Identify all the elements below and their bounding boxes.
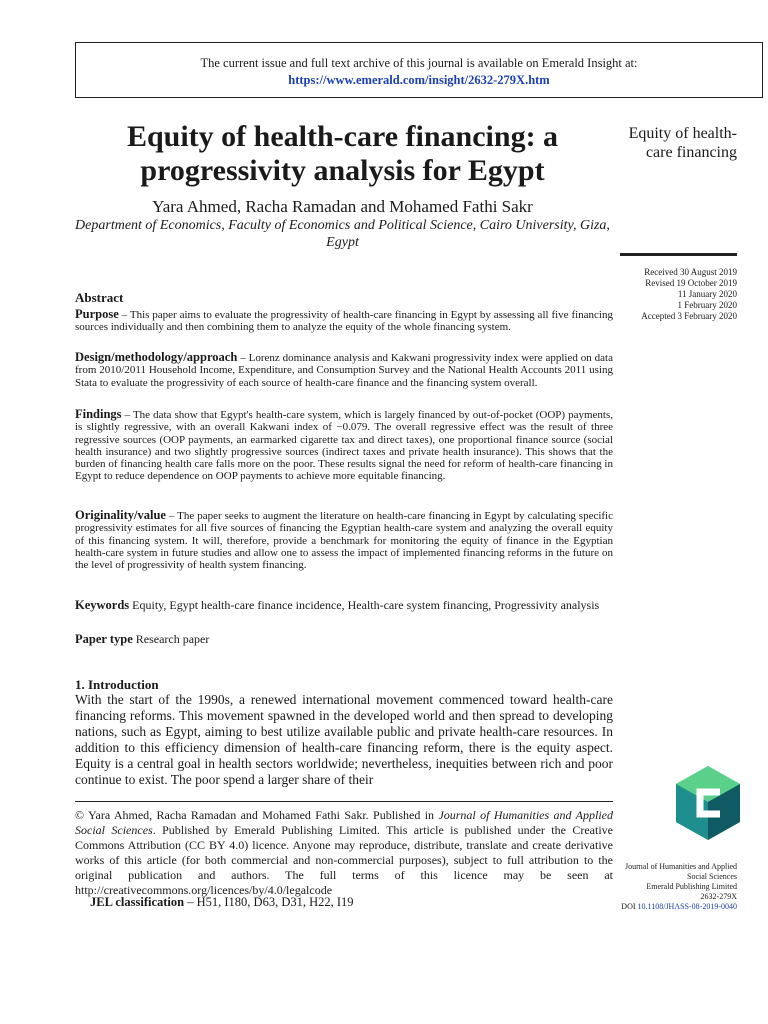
introduction-heading: 1. Introduction: [75, 677, 159, 692]
authors: [70, 197, 615, 217]
paper-type-label: Paper type: [75, 632, 133, 646]
abstract-keywords: [75, 598, 613, 612]
emerald-logo-icon: [676, 766, 740, 840]
article-dates: [620, 267, 737, 322]
abstract-design: [75, 351, 613, 389]
purpose-label: Purpose: [75, 307, 119, 321]
affiliation: Department of Economics, Faculty of Economics and Political Science, Cairo University, Giza, Egypt: [75, 218, 610, 250]
originality-text: – The paper seeks to augment the literature on health-care financing in Egypt by calculating specific progressivity estimates for all five sources of financing the Egyptian health-care system and analyzing the overall equity of this financing system. It will, therefore, provide a benchmark for monitoring the equity of finance in the Egyptian health-care system in future studies and allow one to assess the impact of implemented financing reforms in the future on the level of progressivity of health system financing.: [75, 510, 613, 572]
archive-notice-box: [75, 42, 763, 98]
author-names-2: Mohamed Fathi Sakr: [389, 197, 533, 216]
journal-name: Journal of Humanities and Applied Social Sciences: [625, 862, 737, 881]
paper-title: Equity of health-care financing: a progressivity analysis for Egypt: [126, 120, 559, 187]
doi-link[interactable]: 10.1108/JHASS-08-2019-0040: [637, 902, 737, 911]
abstract-heading: Abstract: [75, 290, 124, 305]
author-and: and: [360, 197, 386, 216]
jel-label: JEL classification: [90, 895, 185, 909]
originality-label: Originality/value: [75, 508, 166, 522]
running-title: Equity of health-care financing: [628, 125, 737, 161]
abstract-purpose: [75, 308, 613, 334]
archive-notice-text: The current issue and full text archive of this journal is available on Emerald Insight at:: [200, 56, 638, 70]
findings-label: Findings: [75, 407, 122, 421]
findings-text: – The data show that Egypt's health-care system, which is largely financed by out-of-pocket (OOP) payments, is slightly regressive, with an overall Kakwani index of −0.079. The overall regressive effect was the result of three regressive sources (OOP payments, an earmarked cigarette tax and direct taxes), one proportional finance source (social health insurance) and two slightly progressive sources (indirect taxes and private health insurance). This shows that the burden of financing health care falls more on the poor. These results signal the need for reform of health-care financing in Egypt to reduce dependence on OOP payments to achieve more equitable financing.: [75, 409, 613, 483]
archive-url-link[interactable]: https://www.emerald.com/insight/2632-279X.htm: [288, 73, 550, 87]
jel-codes: – H51, I180, D63, D31, H22, I19: [184, 895, 354, 909]
purpose-text: – This paper aims to evaluate the progressivity of health-care financing in Egypt by assessing all five financing sources individually and then combining them to analyze the equity of the whole financing system.: [75, 309, 613, 334]
jel-classification: [90, 895, 354, 910]
abstract-originality: [75, 509, 613, 571]
date-received: Received 30 August 2019: [644, 267, 737, 277]
paper-type-text: Research paper: [132, 632, 210, 646]
design-text: – Lorenz dominance analysis and Kakwani progressivity index were applied on data from 2010/2011 Household Income, Expenditure, and Consumption Survey and the National Health Accounts 2011 using Stata to evaluate the progressivity of each source of health-care finance and the financing system overall.: [75, 352, 613, 389]
author-names-1: Yara Ahmed, Racha Ramadan: [152, 197, 357, 216]
journal-issn: 2632-279X: [700, 892, 737, 901]
license-footnote: [75, 808, 613, 898]
journal-info: [610, 862, 737, 912]
footnote-part-1: © Yara Ahmed, Racha Ramadan and Mohamed Fathi Sakr. Published in: [75, 808, 439, 822]
footnote-divider: [75, 801, 613, 802]
date-revised-1: Revised 19 October 2019: [645, 278, 737, 288]
introduction-text: With the start of the 1990s, a renewed international movement commenced toward health-care financing reforms. This movement spawned in the developed world and then spread to developing nations, such as Egypt, aiming to best utilize available public and private health-care resources. In addition to this efficiency dimension of health-care financing reform, there is the equity aspect. Equity is a central goal in health sectors worldwide; nevertheless, inequities between rich and poor continue to exist. The poor spend a larger share of their: [75, 692, 613, 787]
abstract-findings: [75, 408, 613, 483]
abstract-paper-type: [75, 633, 613, 645]
date-revised-3: 1 February 2020: [677, 300, 737, 310]
keywords-text: Equity, Egypt health-care finance incidence, Health-care system financing, Progressivity analysis: [129, 598, 600, 612]
footnote-part-2: . Published by Emerald Publishing Limited. This article is published under the Creative Commons Attribution (CC BY 4.0) licence. Anyone may reproduce, distribute, translate and create derivative works of this article (for both commercial and non-commercial purposes), subject to full attribution to the original publication and authors. The full terms of this licence may be seen at http://creativecommons.org/licences/by/4.0/legalcode: [75, 823, 613, 897]
keywords-label: Keywords: [75, 598, 130, 612]
side-divider: [620, 253, 737, 256]
date-accepted: Accepted 3 February 2020: [641, 311, 737, 321]
journal-doi-line: [610, 902, 737, 912]
date-revised-2: 11 January 2020: [677, 289, 737, 299]
footnote-journal: Journal of Humanities and Applied Social Sciences: [75, 808, 614, 837]
design-label: Design/methodology/approach: [75, 350, 238, 364]
journal-publisher: Emerald Publishing Limited: [646, 882, 737, 891]
doi-label: DOI: [621, 902, 636, 911]
